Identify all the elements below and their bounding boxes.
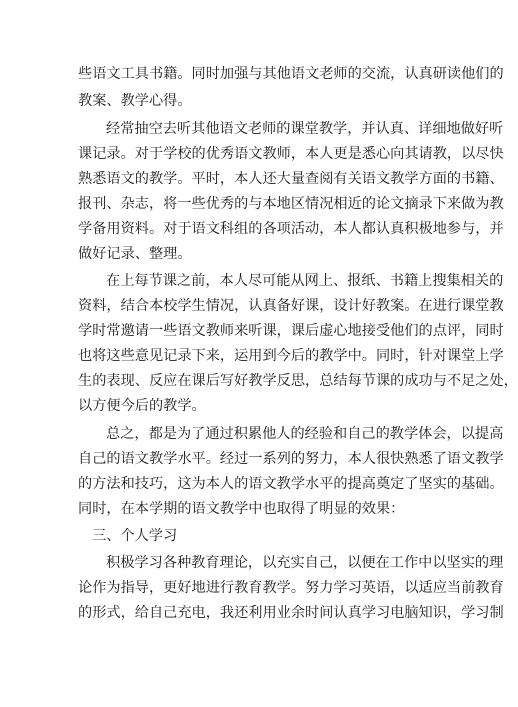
paragraph-line: 教案、教学心得。	[78, 93, 192, 109]
paragraph-line: 也将这些意见记录下来，运用到今后的教学中。同时，针对课堂上学	[78, 348, 504, 364]
paragraph-line: 同时，在本学期的语文教学中也取得了明显的效果：	[78, 501, 405, 517]
paragraph-line: 以方便今后的教学。	[78, 398, 206, 414]
paragraph-line: 些语文工具书籍。同时加强与其他语文老师的交流，认真研读他们的	[78, 66, 504, 82]
paragraph-line: 熟悉语文的教学。平时，本人还大量查阅有关语文教学方面的书籍、	[78, 171, 504, 187]
section-heading: 三、个人学习	[92, 528, 178, 544]
paragraph-line: 学时常邀请一些语文教师来听课，课后虚心地接受他们的点评，同时	[78, 323, 504, 339]
paragraph-line: 资料，结合本校学生情况，认真备好课，设计好教案。在进行课堂教	[78, 298, 504, 314]
paragraph-line: 的方法和技巧，这为本人的语文教学水平的提高奠定了坚实的基础。	[78, 476, 504, 492]
paragraph-line: 的形式，给自己充电，我还利用业余时间认真学习电脑知识，学习制	[78, 605, 504, 621]
paragraph-line: 自己的语文教学水平。经过一系列的努力，本人很快熟悉了语文教学	[78, 451, 504, 467]
paragraph-line: 报刊、杂志，将一些优秀的与本地区情况相近的论文摘录下来做为教	[78, 196, 504, 212]
paragraph-line: 生的表现、反应在课后写好教学反思，总结每节课的成功与不足之处，	[78, 373, 518, 389]
paragraph-line: 经常抽空去听其他语文老师的课堂教学，并认真、详细地做好听	[106, 121, 504, 137]
paragraph-line: 在上每节课之前，本人尽可能从网上、报纸、书籍上搜集相关的	[106, 273, 504, 289]
paragraph-line: 学备用资料。对于语文科组的各项活动，本人都认真积极地参与，并	[78, 221, 504, 237]
paragraph-line: 论作为指导，更好地进行教育教学。努力学习英语，以适应当前教育	[78, 580, 504, 596]
paragraph-line: 积极学习各种教育理论，以充实自己，以便在工作中以坚实的理	[106, 555, 504, 571]
paragraph-line: 做好记录、整理。	[78, 246, 192, 262]
paragraph-line: 总之，都是为了通过积累他人的经验和自己的教学体会，以提高	[106, 426, 504, 442]
paragraph-line: 课记录。对于学校的优秀语文教师，本人更是悉心向其请教，以尽快	[78, 146, 504, 162]
